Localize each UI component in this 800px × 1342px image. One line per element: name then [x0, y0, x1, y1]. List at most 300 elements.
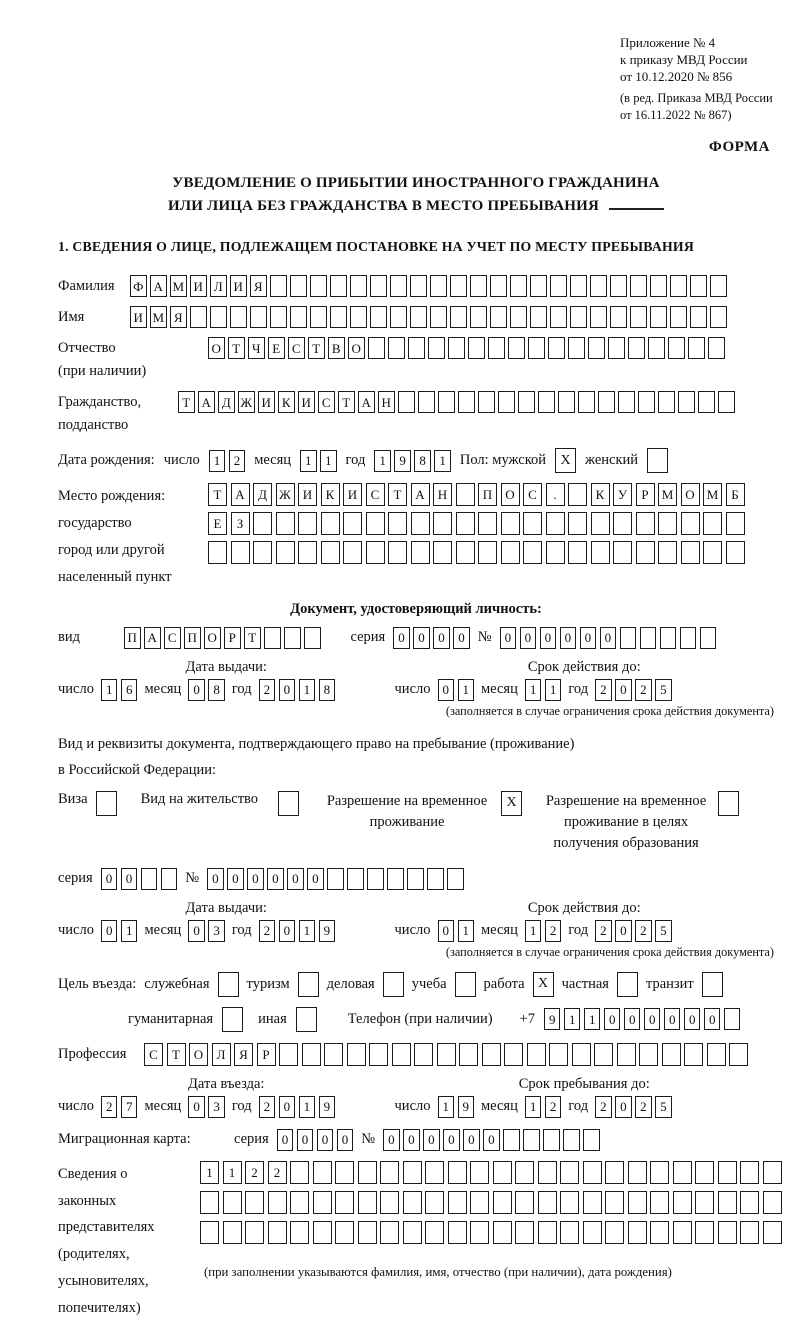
char-cell[interactable]: 0: [624, 1008, 641, 1030]
char-cell[interactable]: [310, 306, 327, 328]
char-cell[interactable]: Д: [218, 391, 235, 413]
char-cell[interactable]: [620, 627, 637, 649]
birth-place-row-2[interactable]: [208, 512, 745, 535]
char-cell[interactable]: [648, 337, 665, 359]
char-cell[interactable]: [380, 1161, 399, 1184]
char-cell[interactable]: [740, 1221, 759, 1244]
identity-issue-day[interactable]: [101, 679, 138, 701]
char-cell[interactable]: [501, 512, 520, 535]
char-cell[interactable]: [290, 1191, 309, 1214]
char-cell[interactable]: [313, 1221, 332, 1244]
char-cell[interactable]: [530, 275, 547, 297]
char-cell[interactable]: 0: [684, 1008, 701, 1030]
char-cell[interactable]: 2: [595, 1096, 612, 1118]
char-cell[interactable]: [700, 627, 717, 649]
char-cell[interactable]: [190, 306, 207, 328]
char-cell[interactable]: 9: [394, 450, 411, 472]
char-cell[interactable]: [403, 1191, 422, 1214]
char-cell[interactable]: 1: [223, 1161, 242, 1184]
char-cell[interactable]: [210, 306, 227, 328]
char-cell[interactable]: [448, 1191, 467, 1214]
char-cell[interactable]: [560, 1221, 579, 1244]
char-cell[interactable]: 0: [615, 920, 632, 942]
char-cell[interactable]: И: [130, 306, 147, 328]
char-cell[interactable]: Р: [636, 483, 655, 506]
purpose-study-checkbox[interactable]: [455, 972, 476, 997]
char-cell[interactable]: [470, 1191, 489, 1214]
char-cell[interactable]: 0: [279, 920, 296, 942]
char-cell[interactable]: 1: [434, 450, 451, 472]
char-cell[interactable]: М: [150, 306, 167, 328]
char-cell[interactable]: [279, 1043, 298, 1066]
char-cell[interactable]: [370, 275, 387, 297]
char-cell[interactable]: [245, 1191, 264, 1214]
char-cell[interactable]: [588, 337, 605, 359]
char-cell[interactable]: [703, 541, 722, 564]
char-cell[interactable]: [726, 512, 745, 535]
char-cell[interactable]: [380, 1191, 399, 1214]
char-cell[interactable]: Р: [257, 1043, 276, 1066]
char-cell[interactable]: 9: [319, 920, 336, 942]
char-cell[interactable]: 0: [247, 868, 264, 890]
char-cell[interactable]: Ж: [276, 483, 295, 506]
char-cell[interactable]: [583, 1221, 602, 1244]
char-cell[interactable]: [560, 1161, 579, 1184]
char-cell[interactable]: [583, 1129, 600, 1151]
char-cell[interactable]: [324, 1043, 343, 1066]
char-cell[interactable]: [543, 1129, 560, 1151]
char-cell[interactable]: 0: [500, 627, 517, 649]
char-cell[interactable]: [403, 1221, 422, 1244]
char-cell[interactable]: Н: [433, 483, 452, 506]
char-cell[interactable]: [448, 1161, 467, 1184]
char-cell[interactable]: А: [144, 627, 161, 649]
char-cell[interactable]: [330, 306, 347, 328]
char-cell[interactable]: Л: [212, 1043, 231, 1066]
representatives-row-2[interactable]: [200, 1191, 782, 1214]
char-cell[interactable]: [327, 868, 344, 890]
citizenship-cells[interactable]: [178, 391, 735, 413]
char-cell[interactable]: 0: [604, 1008, 621, 1030]
char-cell[interactable]: [488, 337, 505, 359]
char-cell[interactable]: 0: [438, 679, 455, 701]
char-cell[interactable]: .: [546, 483, 565, 506]
char-cell[interactable]: 0: [483, 1129, 500, 1151]
birth-place-row-1[interactable]: [208, 483, 745, 506]
birth-year-cells[interactable]: [374, 450, 451, 472]
char-cell[interactable]: [558, 391, 575, 413]
char-cell[interactable]: [304, 627, 321, 649]
char-cell[interactable]: [658, 391, 675, 413]
char-cell[interactable]: [418, 391, 435, 413]
char-cell[interactable]: [528, 337, 545, 359]
residence-issue-month[interactable]: [188, 920, 225, 942]
char-cell[interactable]: М: [658, 483, 677, 506]
char-cell[interactable]: Р: [224, 627, 241, 649]
char-cell[interactable]: [630, 275, 647, 297]
representatives-row-1[interactable]: [200, 1161, 782, 1184]
char-cell[interactable]: [680, 627, 697, 649]
char-cell[interactable]: [478, 512, 497, 535]
char-cell[interactable]: 1: [525, 1096, 542, 1118]
char-cell[interactable]: 0: [279, 1096, 296, 1118]
char-cell[interactable]: [298, 512, 317, 535]
char-cell[interactable]: [459, 1043, 478, 1066]
char-cell[interactable]: [411, 541, 430, 564]
char-cell[interactable]: П: [124, 627, 141, 649]
char-cell[interactable]: [390, 306, 407, 328]
char-cell[interactable]: [425, 1161, 444, 1184]
char-cell[interactable]: 2: [635, 1096, 652, 1118]
char-cell[interactable]: 0: [188, 1096, 205, 1118]
char-cell[interactable]: Д: [253, 483, 272, 506]
char-cell[interactable]: 0: [287, 868, 304, 890]
char-cell[interactable]: Я: [170, 306, 187, 328]
char-cell[interactable]: [695, 1191, 714, 1214]
char-cell[interactable]: 0: [540, 627, 557, 649]
char-cell[interactable]: [583, 1161, 602, 1184]
char-cell[interactable]: [690, 306, 707, 328]
char-cell[interactable]: [478, 391, 495, 413]
char-cell[interactable]: [501, 541, 520, 564]
char-cell[interactable]: [245, 1221, 264, 1244]
char-cell[interactable]: 0: [383, 1129, 400, 1151]
char-cell[interactable]: 2: [635, 920, 652, 942]
char-cell[interactable]: [726, 541, 745, 564]
char-cell[interactable]: [628, 1221, 647, 1244]
char-cell[interactable]: 1: [299, 679, 316, 701]
char-cell[interactable]: Б: [726, 483, 745, 506]
char-cell[interactable]: Т: [208, 483, 227, 506]
char-cell[interactable]: [433, 541, 452, 564]
char-cell[interactable]: [640, 627, 657, 649]
char-cell[interactable]: [673, 1161, 692, 1184]
char-cell[interactable]: О: [189, 1043, 208, 1066]
char-cell[interactable]: [290, 306, 307, 328]
char-cell[interactable]: [681, 541, 700, 564]
char-cell[interactable]: 0: [317, 1129, 334, 1151]
char-cell[interactable]: [763, 1191, 782, 1214]
phone-cells[interactable]: [544, 1008, 741, 1030]
char-cell[interactable]: 6: [121, 679, 138, 701]
purpose-business-checkbox[interactable]: [383, 972, 404, 997]
char-cell[interactable]: [493, 1191, 512, 1214]
char-cell[interactable]: И: [343, 483, 362, 506]
char-cell[interactable]: С: [288, 337, 305, 359]
char-cell[interactable]: [276, 512, 295, 535]
char-cell[interactable]: Е: [208, 512, 227, 535]
char-cell[interactable]: [290, 275, 307, 297]
char-cell[interactable]: [392, 1043, 411, 1066]
identity-issue-month[interactable]: [188, 679, 225, 701]
char-cell[interactable]: 0: [277, 1129, 294, 1151]
temp-residence-education-checkbox[interactable]: [718, 791, 739, 816]
char-cell[interactable]: [703, 512, 722, 535]
char-cell[interactable]: [628, 1191, 647, 1214]
char-cell[interactable]: [231, 541, 250, 564]
char-cell[interactable]: С: [318, 391, 335, 413]
char-cell[interactable]: [456, 483, 475, 506]
char-cell[interactable]: 2: [259, 1096, 276, 1118]
char-cell[interactable]: [618, 391, 635, 413]
char-cell[interactable]: 0: [188, 920, 205, 942]
char-cell[interactable]: [369, 1043, 388, 1066]
char-cell[interactable]: [343, 541, 362, 564]
char-cell[interactable]: [290, 1161, 309, 1184]
male-checkbox[interactable]: X: [555, 448, 576, 473]
char-cell[interactable]: 0: [520, 627, 537, 649]
char-cell[interactable]: [408, 337, 425, 359]
char-cell[interactable]: [636, 541, 655, 564]
char-cell[interactable]: [658, 512, 677, 535]
birth-month-cells[interactable]: [300, 450, 337, 472]
char-cell[interactable]: 0: [453, 627, 470, 649]
char-cell[interactable]: [523, 1129, 540, 1151]
char-cell[interactable]: 0: [227, 868, 244, 890]
char-cell[interactable]: А: [198, 391, 215, 413]
char-cell[interactable]: 2: [268, 1161, 287, 1184]
char-cell[interactable]: 0: [423, 1129, 440, 1151]
char-cell[interactable]: [718, 391, 735, 413]
char-cell[interactable]: [662, 1043, 681, 1066]
char-cell[interactable]: [684, 1043, 703, 1066]
char-cell[interactable]: [388, 541, 407, 564]
char-cell[interactable]: 1: [584, 1008, 601, 1030]
residence-series-cells[interactable]: [101, 868, 178, 890]
char-cell[interactable]: [358, 1221, 377, 1244]
char-cell[interactable]: [527, 1043, 546, 1066]
char-cell[interactable]: [493, 1221, 512, 1244]
char-cell[interactable]: [447, 868, 464, 890]
char-cell[interactable]: [367, 868, 384, 890]
char-cell[interactable]: [617, 1043, 636, 1066]
char-cell[interactable]: [390, 275, 407, 297]
char-cell[interactable]: [591, 541, 610, 564]
doc-number-cells[interactable]: [500, 627, 717, 649]
char-cell[interactable]: [498, 391, 515, 413]
char-cell[interactable]: [670, 306, 687, 328]
visa-checkbox[interactable]: [96, 791, 117, 816]
char-cell[interactable]: [388, 337, 405, 359]
char-cell[interactable]: [313, 1161, 332, 1184]
char-cell[interactable]: [673, 1221, 692, 1244]
char-cell[interactable]: [223, 1191, 242, 1214]
identity-issue-year[interactable]: [259, 679, 336, 701]
char-cell[interactable]: 1: [200, 1161, 219, 1184]
char-cell[interactable]: [313, 1191, 332, 1214]
char-cell[interactable]: [370, 306, 387, 328]
char-cell[interactable]: 1: [299, 1096, 316, 1118]
char-cell[interactable]: [335, 1161, 354, 1184]
char-cell[interactable]: О: [681, 483, 700, 506]
char-cell[interactable]: [724, 1008, 741, 1030]
char-cell[interactable]: Ж: [238, 391, 255, 413]
char-cell[interactable]: [410, 275, 427, 297]
char-cell[interactable]: [321, 541, 340, 564]
char-cell[interactable]: [503, 1129, 520, 1151]
char-cell[interactable]: [638, 391, 655, 413]
char-cell[interactable]: [523, 512, 542, 535]
char-cell[interactable]: [411, 512, 430, 535]
char-cell[interactable]: [268, 1191, 287, 1214]
char-cell[interactable]: [695, 1161, 714, 1184]
char-cell[interactable]: [678, 391, 695, 413]
residence-number-cells[interactable]: [207, 868, 464, 890]
purpose-other-checkbox[interactable]: [296, 1007, 317, 1032]
char-cell[interactable]: О: [204, 627, 221, 649]
char-cell[interactable]: [563, 1129, 580, 1151]
stay-month[interactable]: [525, 1096, 562, 1118]
char-cell[interactable]: [639, 1043, 658, 1066]
char-cell[interactable]: [284, 627, 301, 649]
char-cell[interactable]: 1: [564, 1008, 581, 1030]
char-cell[interactable]: [515, 1221, 534, 1244]
char-cell[interactable]: 2: [259, 920, 276, 942]
char-cell[interactable]: 2: [101, 1096, 118, 1118]
char-cell[interactable]: [410, 306, 427, 328]
char-cell[interactable]: Е: [268, 337, 285, 359]
char-cell[interactable]: [591, 512, 610, 535]
char-cell[interactable]: [253, 512, 272, 535]
char-cell[interactable]: [660, 627, 677, 649]
char-cell[interactable]: [538, 1161, 557, 1184]
stay-day[interactable]: [438, 1096, 475, 1118]
purpose-private-checkbox[interactable]: [617, 972, 638, 997]
char-cell[interactable]: [366, 541, 385, 564]
char-cell[interactable]: [458, 391, 475, 413]
char-cell[interactable]: Т: [167, 1043, 186, 1066]
char-cell[interactable]: 1: [525, 679, 542, 701]
char-cell[interactable]: 2: [595, 920, 612, 942]
char-cell[interactable]: 2: [229, 450, 246, 472]
char-cell[interactable]: С: [523, 483, 542, 506]
char-cell[interactable]: [628, 1161, 647, 1184]
char-cell[interactable]: 0: [297, 1129, 314, 1151]
char-cell[interactable]: 0: [580, 627, 597, 649]
char-cell[interactable]: [321, 512, 340, 535]
char-cell[interactable]: Т: [338, 391, 355, 413]
char-cell[interactable]: 1: [209, 450, 226, 472]
char-cell[interactable]: [538, 391, 555, 413]
char-cell[interactable]: [250, 306, 267, 328]
char-cell[interactable]: 0: [615, 679, 632, 701]
char-cell[interactable]: [161, 868, 178, 890]
char-cell[interactable]: 8: [414, 450, 431, 472]
char-cell[interactable]: 0: [403, 1129, 420, 1151]
char-cell[interactable]: 0: [644, 1008, 661, 1030]
char-cell[interactable]: 0: [337, 1129, 354, 1151]
char-cell[interactable]: 0: [443, 1129, 460, 1151]
char-cell[interactable]: 1: [525, 920, 542, 942]
char-cell[interactable]: 5: [655, 679, 672, 701]
char-cell[interactable]: [729, 1043, 748, 1066]
char-cell[interactable]: 0: [463, 1129, 480, 1151]
char-cell[interactable]: [456, 512, 475, 535]
char-cell[interactable]: [425, 1191, 444, 1214]
birth-place-row-3[interactable]: [208, 541, 745, 564]
char-cell[interactable]: [560, 1191, 579, 1214]
char-cell[interactable]: М: [170, 275, 187, 297]
char-cell[interactable]: Т: [308, 337, 325, 359]
residence-expiry-month[interactable]: [525, 920, 562, 942]
char-cell[interactable]: [608, 337, 625, 359]
char-cell[interactable]: Л: [210, 275, 227, 297]
char-cell[interactable]: [433, 512, 452, 535]
char-cell[interactable]: 1: [101, 679, 118, 701]
char-cell[interactable]: А: [411, 483, 430, 506]
temp-residence-checkbox[interactable]: X: [501, 791, 522, 816]
char-cell[interactable]: [740, 1161, 759, 1184]
char-cell[interactable]: [347, 1043, 366, 1066]
char-cell[interactable]: [450, 275, 467, 297]
char-cell[interactable]: П: [184, 627, 201, 649]
char-cell[interactable]: [650, 1221, 669, 1244]
char-cell[interactable]: Т: [388, 483, 407, 506]
char-cell[interactable]: 0: [393, 627, 410, 649]
char-cell[interactable]: [570, 306, 587, 328]
char-cell[interactable]: 3: [208, 1096, 225, 1118]
char-cell[interactable]: [518, 391, 535, 413]
char-cell[interactable]: [546, 512, 565, 535]
char-cell[interactable]: [290, 1221, 309, 1244]
char-cell[interactable]: [427, 868, 444, 890]
char-cell[interactable]: [428, 337, 445, 359]
char-cell[interactable]: [387, 868, 404, 890]
char-cell[interactable]: [668, 337, 685, 359]
char-cell[interactable]: [568, 512, 587, 535]
representatives-row-3[interactable]: [200, 1221, 782, 1244]
purpose-work-checkbox[interactable]: X: [533, 972, 554, 997]
purpose-transit-checkbox[interactable]: [702, 972, 723, 997]
char-cell[interactable]: [610, 275, 627, 297]
char-cell[interactable]: 0: [188, 679, 205, 701]
purpose-tourism-checkbox[interactable]: [298, 972, 319, 997]
char-cell[interactable]: Ч: [248, 337, 265, 359]
char-cell[interactable]: Я: [250, 275, 267, 297]
char-cell[interactable]: [605, 1191, 624, 1214]
purpose-official-checkbox[interactable]: [218, 972, 239, 997]
char-cell[interactable]: [380, 1221, 399, 1244]
char-cell[interactable]: [605, 1161, 624, 1184]
identity-expiry-year[interactable]: [595, 679, 672, 701]
char-cell[interactable]: [613, 541, 632, 564]
char-cell[interactable]: [414, 1043, 433, 1066]
char-cell[interactable]: [268, 1221, 287, 1244]
char-cell[interactable]: [650, 306, 667, 328]
char-cell[interactable]: 0: [664, 1008, 681, 1030]
entry-day[interactable]: [101, 1096, 138, 1118]
char-cell[interactable]: [763, 1221, 782, 1244]
char-cell[interactable]: [515, 1191, 534, 1214]
char-cell[interactable]: [688, 337, 705, 359]
char-cell[interactable]: [456, 541, 475, 564]
char-cell[interactable]: А: [358, 391, 375, 413]
char-cell[interactable]: [550, 275, 567, 297]
char-cell[interactable]: И: [230, 275, 247, 297]
char-cell[interactable]: К: [278, 391, 295, 413]
char-cell[interactable]: [568, 541, 587, 564]
char-cell[interactable]: [470, 1221, 489, 1244]
char-cell[interactable]: [598, 391, 615, 413]
char-cell[interactable]: У: [613, 483, 632, 506]
char-cell[interactable]: [470, 275, 487, 297]
char-cell[interactable]: О: [208, 337, 225, 359]
char-cell[interactable]: 3: [208, 920, 225, 942]
char-cell[interactable]: [350, 275, 367, 297]
char-cell[interactable]: 1: [299, 920, 316, 942]
char-cell[interactable]: [490, 306, 507, 328]
char-cell[interactable]: [673, 1191, 692, 1214]
